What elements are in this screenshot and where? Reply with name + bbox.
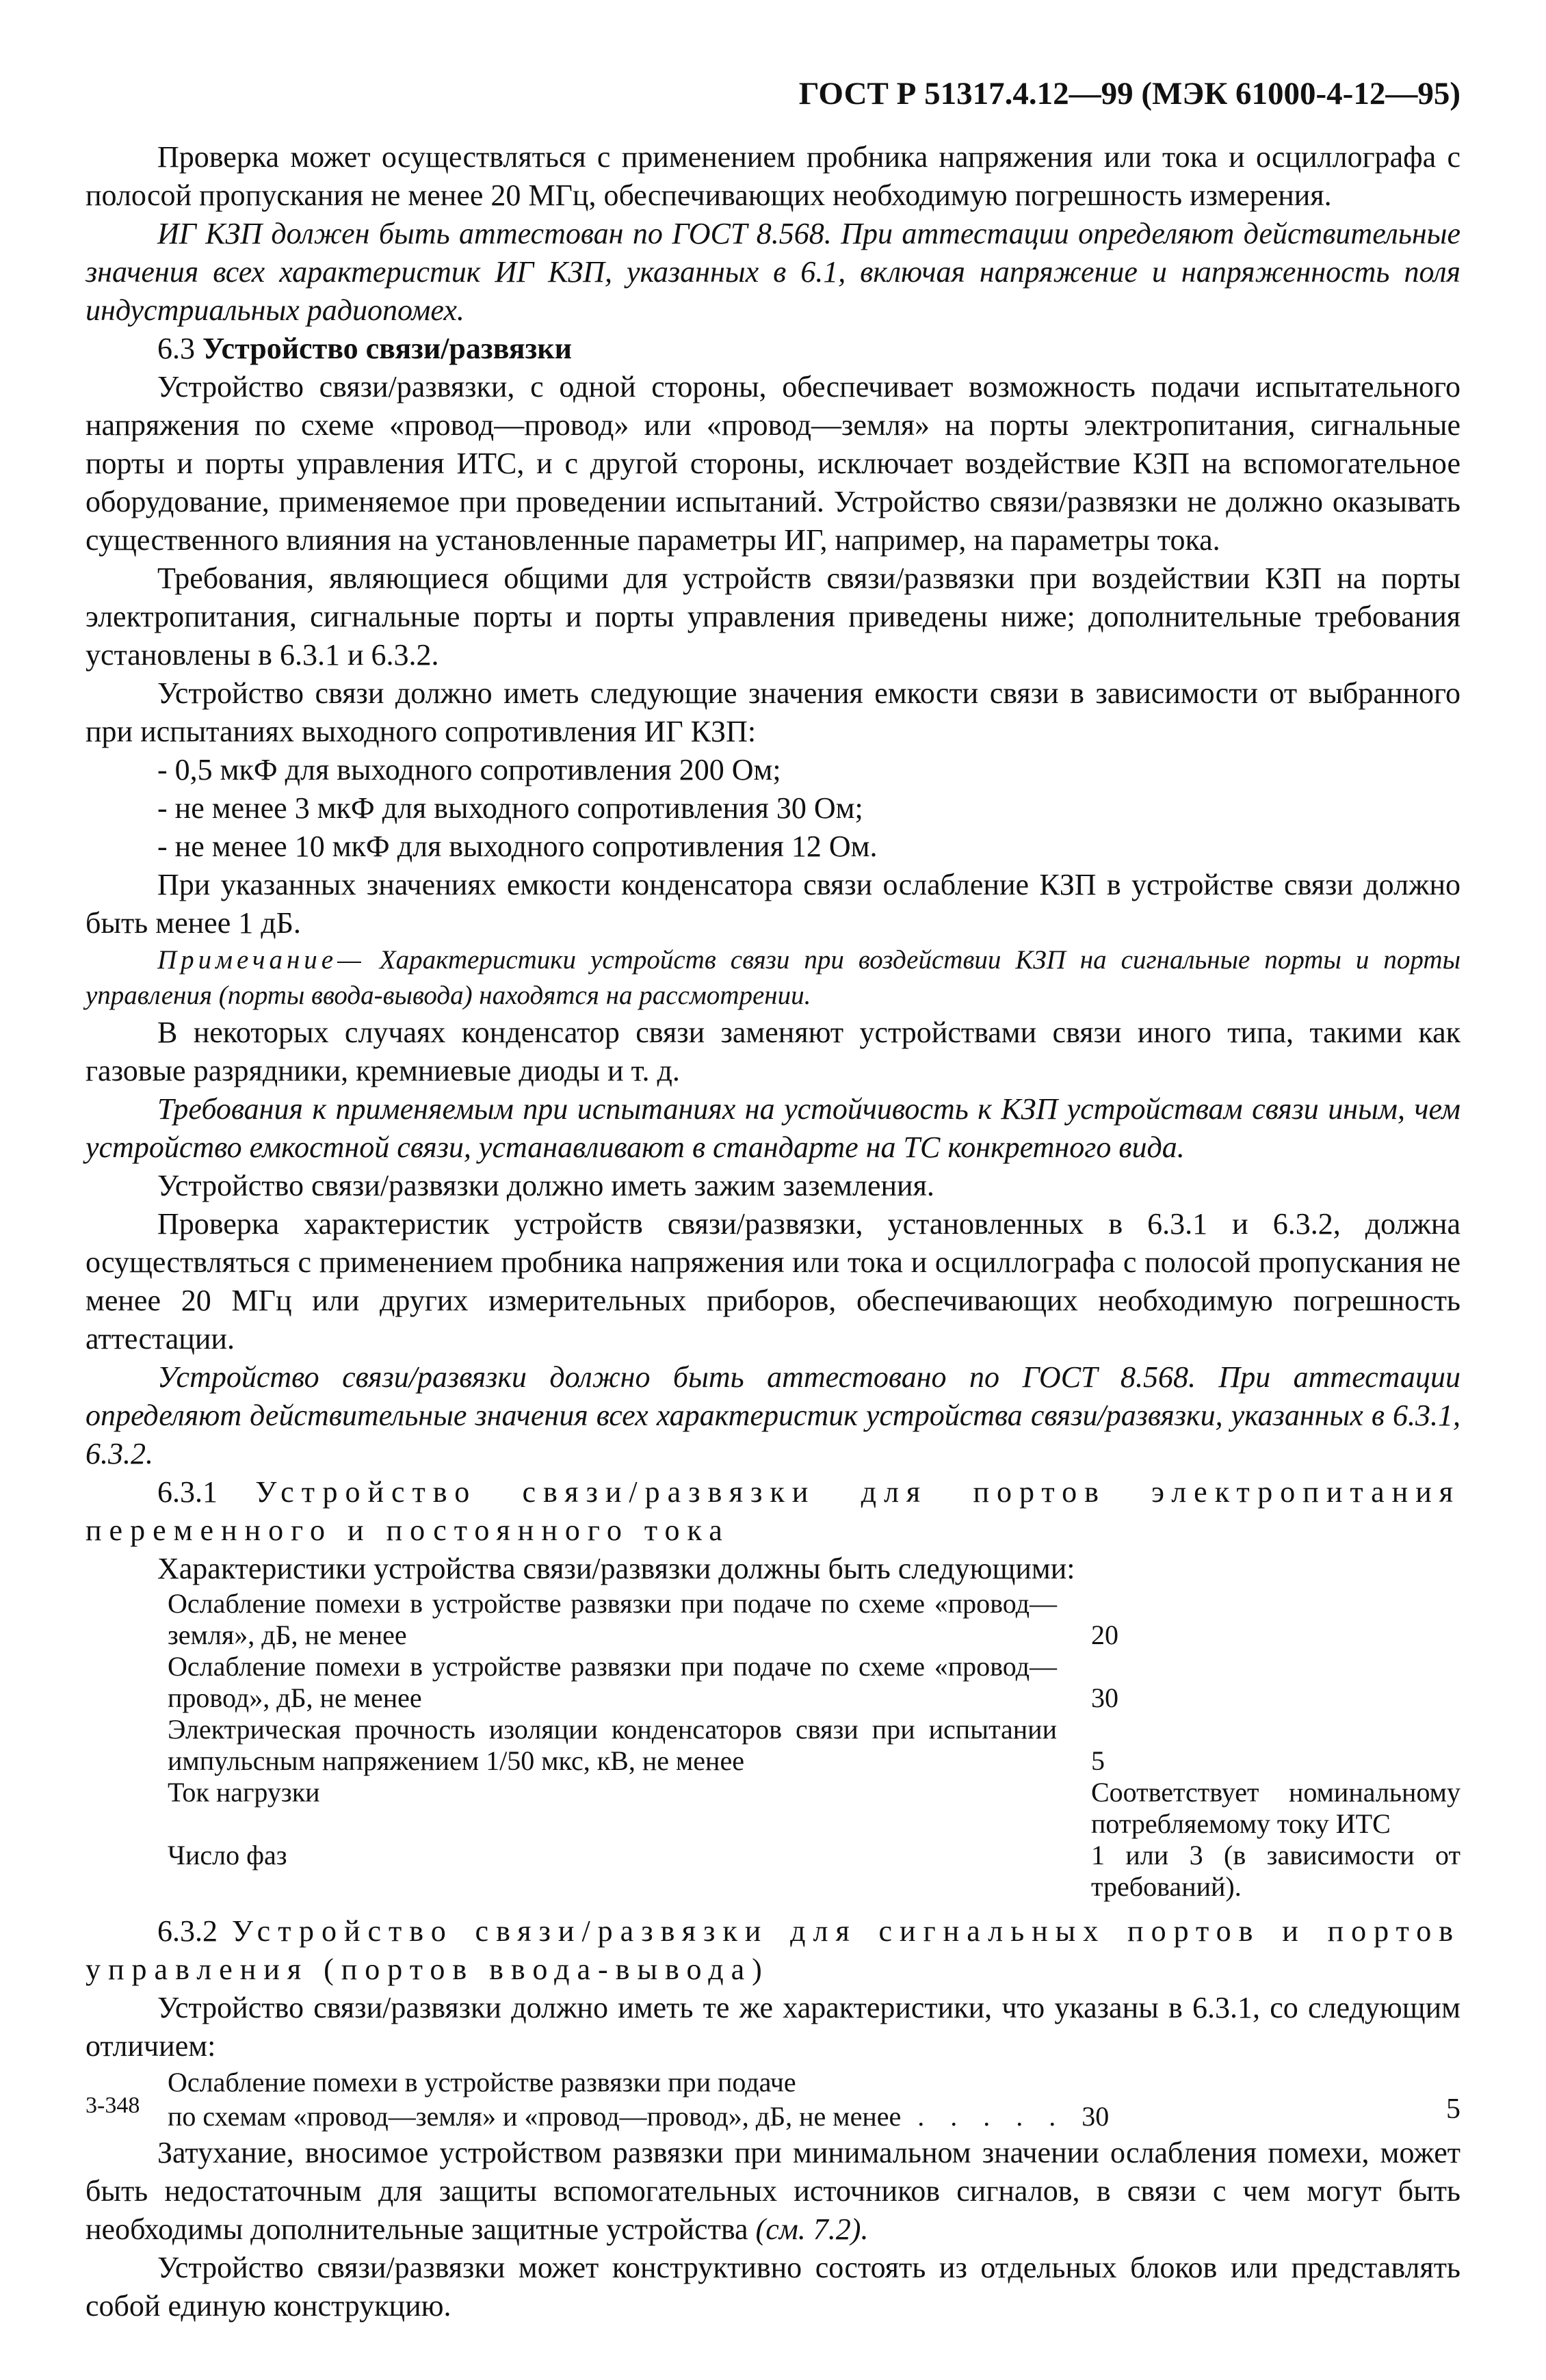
list-item: - не менее 3 мкФ для выходного сопротивления 30 Ом; <box>157 791 863 825</box>
section-title: Устройство связи/развязки <box>202 332 572 365</box>
spec-label: Ослабление помехи в устройстве развязки при подаче по схеме «провод—провод», дБ, не менее <box>168 1651 1057 1713</box>
spec-label: Ослабление помехи в устройстве развязки при подаче по схеме «провод—земля», дБ, не менее <box>168 1588 1057 1650</box>
print-code: 3-348 <box>86 2093 140 2118</box>
paragraph-same-characteristics: Устройство связи/развязки должно иметь те же характеристики, что указаны в 6.3.1, со следующим отличием: <box>86 1991 1460 2063</box>
paragraph-characteristics-intro: Характеристики устройства связи/развязки должны быть следующими: <box>157 1552 1075 1585</box>
document-page <box>86 75 1460 2325</box>
paragraph-text: Затухание, вносимое устройством развязки при минимальном значении ослабления помехи, может быть недостаточным для защиты вспомогательных источников сигналов, в связи с чем могут быть необходимы дополнительные защитные устройства <box>86 2136 1460 2246</box>
paragraph-general-requirements: Требования, являющиеся общими для устройств связи/развязки при воздействии КЗП на порты электропитания, сигнальные порты и порты управления приведены ниже; дополнительные требования установлены в 6.3.1 и 6.3.2. <box>86 561 1460 672</box>
table-row <box>168 1588 1460 1651</box>
paragraph-characteristics-check: Проверка характеристик устройств связи/развязки, установленных в 6.3.1 и 6.3.2, должна осуществляться с применением пробника напряжения или тока и осциллографа с полосой пропускания не менее 20 МГц или других измерительных приборов, обеспечивающих необходимую погрешность аттестации. <box>86 1207 1460 1356</box>
document-header: ГОСТ Р 51317.4.12—99 (МЭК 61000-4-12—95) <box>798 76 1460 111</box>
spec-value: 20 <box>1091 1619 1118 1650</box>
spec-value: 30 <box>1091 1682 1118 1713</box>
spec-value: 1 или 3 (в зависимости от требований). <box>1091 1840 1460 1902</box>
spec-label-line <box>168 2100 1460 2134</box>
section-number: 6.3.2 <box>157 1914 218 1948</box>
section-6-3-2-heading <box>86 1912 1460 1989</box>
table-row <box>168 1777 1460 1840</box>
table-row <box>168 1651 1460 1714</box>
spec-label: Электрическая прочность изоляции конденсаторов связи при испытании импульсным напряжением 1/50 мкс, кВ, не менее <box>168 1714 1057 1776</box>
spec-value: 5 <box>1091 1745 1105 1776</box>
leader-dots: . . . . . <box>901 2101 1082 2132</box>
specs-table <box>168 1588 1460 1903</box>
section-title: Устройство связи/развязки для портов электропитания переменного и постоянного тока <box>86 1475 1460 1547</box>
note-paragraph <box>86 942 1460 1014</box>
paragraph-insertion-loss <box>86 2134 1460 2249</box>
section-6-3-1-heading <box>86 1473 1460 1550</box>
spec-value: Соответствует номинальному потребляемому току ИТС <box>1091 1777 1460 1839</box>
table-row <box>168 1714 1460 1777</box>
paragraph-coupling-purpose: Устройство связи/развязки, с одной стороны, обеспечивает возможность подачи испытательного напряжения по схеме «провод—провод» или «провод—земля» на порты электропитания, сигнальные порты и порты управления ИТС, и с другой стороны, исключает воздействие КЗП на вспомогательное оборудование, применяемое при проведении испытаний. Устройство связи/развязки не должно оказывать существенного влияния на установленные параметры ИГ, например, на параметры тока. <box>86 370 1460 557</box>
spec-label-text: по схемам «провод—земля» и «провод—провод», дБ, не менее <box>168 2101 902 2132</box>
section-number: 6.3 <box>157 332 195 365</box>
section-number: 6.3.1 <box>157 1475 218 1509</box>
spec-label-line: Ослабление помехи в устройстве развязки при подаче <box>168 2067 796 2098</box>
cross-reference: (см. 7.2). <box>748 2212 869 2246</box>
paragraph-device-certification: Устройство связи/развязки должно быть аттестовано по ГОСТ 8.568. При аттестации определяют действительные значения всех характеристик устройства связи/развязки, указанных в 6.3.1, 6.3.2. <box>86 1360 1460 1470</box>
paragraph-construction: Устройство связи/развязки может конструктивно состоять из отдельных блоков или представлять собой единую конструкцию. <box>86 2251 1460 2323</box>
paragraph-verification: Проверка может осуществляться с применением пробника напряжения или тока и осциллографа с полосой пропускания не менее 20 МГц, обеспечивающих необходимую погрешность измерения. <box>86 140 1460 212</box>
spec-value: 30 <box>1082 2101 1110 2132</box>
paragraph-alternative-devices: В некоторых случаях конденсатор связи заменяют устройствами связи иного типа, такими как газовые разрядники, кремниевые диоды и т. д. <box>86 1016 1460 1087</box>
spec-label: Ток нагрузки <box>168 1777 320 1808</box>
signal-port-spec <box>168 2065 1460 2134</box>
table-row <box>168 1840 1460 1903</box>
capacitance-list <box>86 751 1460 866</box>
list-item: - 0,5 мкФ для выходного сопротивления 200 Ом; <box>157 753 781 786</box>
paragraph-other-requirements: Требования к применяемым при испытаниях на устойчивость к КЗП устройствам связи иным, чем устройство емкостной связи, устанавливают в стандарте на ТС конкретного вида. <box>86 1092 1460 1164</box>
page-number: 5 <box>1446 2093 1460 2125</box>
paragraph-attenuation: При указанных значениях емкости конденсатора связи ослабление КЗП в устройстве связи должно быть менее 1 дБ. <box>86 868 1460 940</box>
section-6-3-heading <box>86 330 1460 368</box>
paragraph-certification-generator: ИГ КЗП должен быть аттестован по ГОСТ 8.568. При аттестации определяют действительные значения всех характеристик ИГ КЗП, указанных в 6.1, включая напряжение и напряженность поля индустриальных радиопомех. <box>86 217 1460 327</box>
spec-label: Число фаз <box>168 1840 287 1870</box>
section-title: Устройство связи/развязки для сигнальных портов и портов управления (портов ввода-вывода) <box>86 1914 1460 1986</box>
note-label: Примечание— <box>157 945 365 975</box>
note-text: Характеристики устройств связи при воздействии КЗП на сигнальные порты и порты управления (порты ввода-вывода) находятся на рассмотрении. <box>86 945 1460 1010</box>
paragraph-ground-terminal: Устройство связи/развязки должно иметь зажим заземления. <box>157 1169 934 1202</box>
list-item: - не менее 10 мкФ для выходного сопротивления 12 Ом. <box>157 830 878 863</box>
paragraph-capacitance-intro: Устройство связи должно иметь следующие значения емкости связи в зависимости от выбранного при испытаниях выходного сопротивления ИГ КЗП: <box>86 676 1460 748</box>
